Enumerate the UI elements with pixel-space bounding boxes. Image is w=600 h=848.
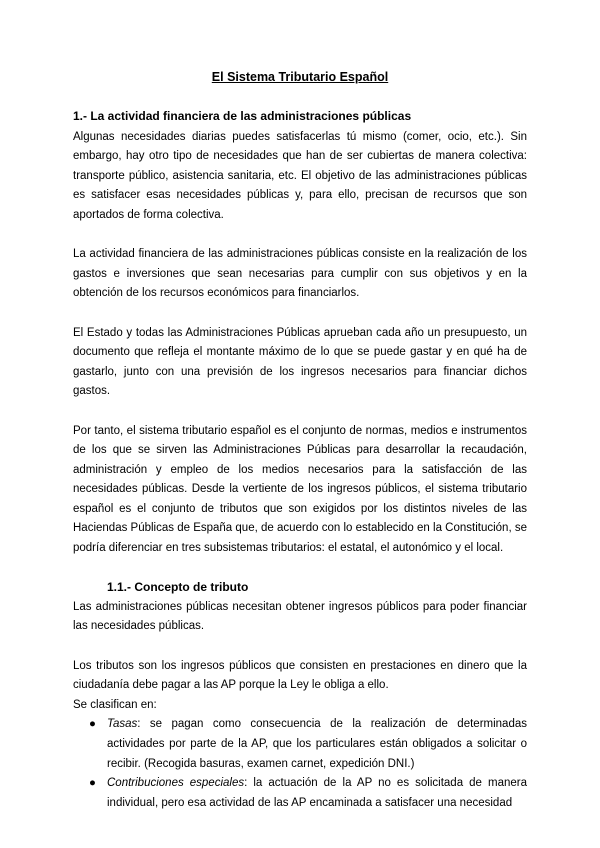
section-1-paragraph-4: Por tanto, el sistema tributario español es el conjunto de normas, medios e instrumentos de los que se sirven las Administraciones Públicas para desarrollar la recaudación, administración y empleo de los medios necesarios para la satisfacción de las necesidades públicas. Desde la vertiente de los ingresos públicos, el sistema tributario español es el conjunto de tributos que son exigidos por los distintos niveles de las Haciendas Públicas de España que, de acuerdo con lo establecido en la Constitución, se podría diferenciar en tres subsistemas tributarios: el estatal, el autonómico y el local. <box>73 424 527 555</box>
tribute-types-list <box>73 715 527 813</box>
section-1-heading: 1.- La actividad financiera de las administraciones públicas <box>73 109 412 123</box>
list-item-contribuciones <box>73 774 527 813</box>
bullet-icon: ● <box>89 777 96 790</box>
document-title: El Sistema Tributario Español <box>211 70 389 84</box>
section-1-paragraph-2: La actividad financiera de las administraciones públicas consiste en la realización de los gastos e inversiones que sean necesarias para cumplir con sus objetivos y en la obtención de los recursos económicos para financiarlos. <box>73 248 527 300</box>
section-1-1-paragraph-1: Las administraciones públicas necesitan obtener ingresos públicos para poder financiar las necesidades públicas. <box>73 600 527 633</box>
section-1-paragraph-3: El Estado y todas las Administraciones Públicas aprueban cada año un presupuesto, un documento que refleja el montante máximo de lo que se puede gastar y en qué ha de gastarlo, junto con una previsión de los ingresos necesarios para financiar dichos gastos. <box>73 326 527 398</box>
term-contribuciones-especiales: Contribuciones especiales <box>107 777 245 790</box>
term-tasas: Tasas <box>107 718 138 731</box>
bullet-icon: ● <box>89 718 96 731</box>
classify-intro: Se clasifican en: <box>73 698 157 711</box>
list-item-tasas <box>73 715 527 774</box>
document-body <box>73 107 527 813</box>
section-1-paragraph-1: Algunas necesidades diarias puedes satisfacerlas tú mismo (comer, ocio, etc.). Sin embargo, hay otro tipo de necesidades que han de ser cubiertas de manera colectiva: transporte público, asistencia sanitaria, etc. El objetivo de las administraciones públicas es satisfacer esas necesidades públicas y, para ello, precisan de recursos que son aportados de forma colectiva. <box>73 130 527 221</box>
section-1-1-heading: 1.1.- Concepto de tributo <box>107 580 249 595</box>
section-1-1-paragraph-2: Los tributos son los ingresos públicos que consisten en prestaciones en dinero que la ciudadanía debe pagar a las AP porque la Ley le obliga a ello. <box>73 659 527 692</box>
definition-tasas: : se pagan como consecuencia de la realización de determinadas actividades por parte de la AP, que los particulares están obligados a solicitar o recibir. (Recogida basuras, examen carnet, expedición DNI.) <box>107 718 527 770</box>
definition-contribuciones-especiales: : la actuación de la AP no es solicitada de manera individual, pero esa actividad de las AP encaminada a satisfacer una necesidad <box>107 777 527 809</box>
